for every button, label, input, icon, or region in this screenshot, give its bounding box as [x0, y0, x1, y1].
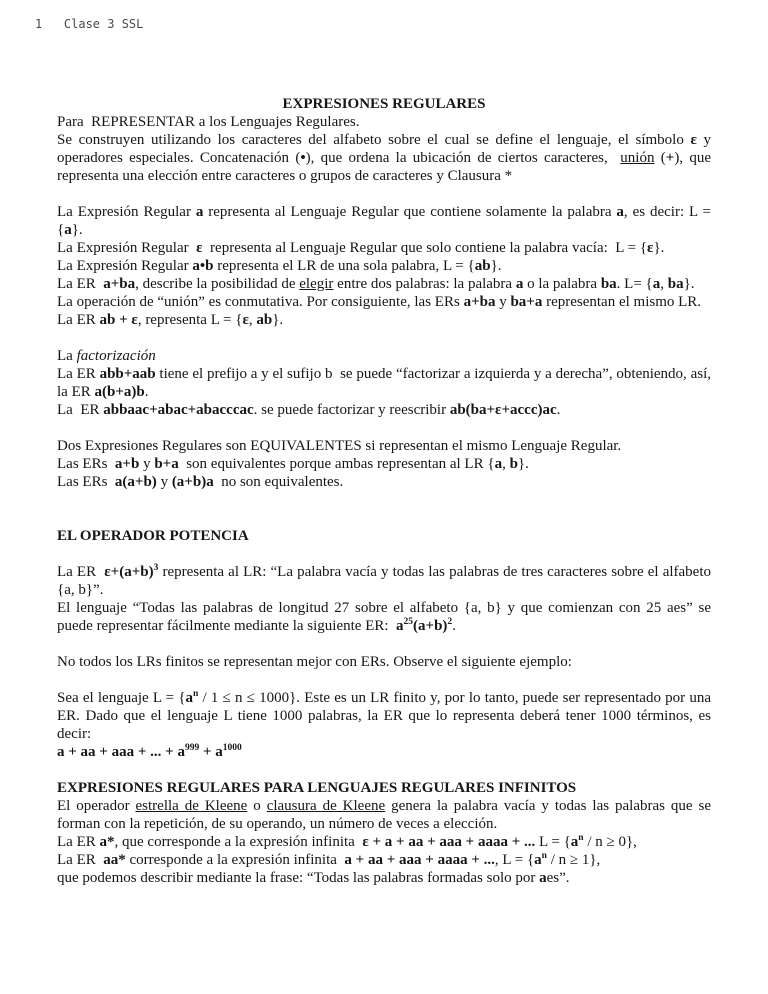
- text-run: y operadores especiales. Concatenación (: [57, 132, 712, 166]
- text-run: tiene el prefijo a y el sufijo b se puede “factorizar a izquierda y a derecha”, obteniendo, así, la ER: [57, 366, 711, 400]
- paragraph: [57, 653, 711, 671]
- text-run: o la palabra: [523, 276, 601, 292]
- text-run: a: [515, 276, 524, 292]
- text-run: No todos los LRs finitos se representan mejor con ERs. Observe el siguiente ejemplo:: [57, 654, 572, 670]
- text-run: representa al Lenguaje Regular que solo contiene la palabra vacía: L = {: [202, 240, 648, 256]
- text-run: 25: [403, 617, 414, 627]
- text-run: 2: [447, 617, 453, 627]
- text-run: a: [64, 222, 72, 238]
- paragraph: [57, 401, 711, 419]
- text-run: }.: [272, 312, 284, 328]
- text-run: representa el LR de una sola palabra, L = {: [213, 258, 475, 274]
- text-run: }.: [490, 258, 502, 274]
- text-run: ε: [196, 240, 203, 256]
- text-run: a: [494, 456, 503, 472]
- paragraph: [57, 563, 711, 599]
- text-run: }.: [71, 222, 83, 238]
- text-run: 3: [153, 563, 159, 573]
- text-run: (a+b)a: [171, 474, 214, 490]
- text-run: representa al Lenguaje Regular que contiene solamente la palabra: [203, 204, 617, 220]
- document-title: [57, 95, 711, 113]
- text-run: estrella de Kleene: [135, 798, 248, 814]
- text-run: .: [144, 384, 149, 400]
- paragraph: [57, 833, 711, 851]
- paragraph: [57, 239, 711, 257]
- text-run: representan el mismo LR.: [542, 294, 702, 310]
- text-run: Las ERs: [57, 456, 115, 472]
- text-run: Sea el lenguaje L = {: [57, 690, 186, 706]
- text-run: b+a: [154, 456, 179, 472]
- paragraph: [57, 113, 711, 131]
- text-run: b: [509, 456, 518, 472]
- text-run: unión: [620, 150, 655, 166]
- paragraph: [57, 851, 711, 869]
- text-run: Se construyen utilizando los caracteres del alfabeto sobre el cual se define el lenguaje, el símbolo: [57, 132, 691, 148]
- text-run: La Expresión Regular: [57, 258, 193, 274]
- paragraph: [57, 293, 711, 311]
- paragraph: [57, 437, 711, 455]
- text-run: representa al LR: “La palabra vacía y todas las palabras de tres caracteres sobre el alfabeto {a, b}”.: [57, 564, 711, 598]
- text-run: ba: [600, 276, 617, 292]
- text-run: corresponde a la expresión infinita: [125, 852, 345, 868]
- paragraph: [57, 797, 711, 833]
- text-run: •: [300, 150, 306, 166]
- text-run: n: [193, 689, 199, 699]
- text-run: ab: [474, 258, 491, 274]
- text-run: ), que ordena la ubicación de ciertos caracteres,: [305, 150, 621, 166]
- text-run: , representa L = {: [137, 312, 243, 328]
- text-run: son equivalentes porque ambas representan al LR {: [178, 456, 495, 472]
- text-run: a(b+a)b: [94, 384, 145, 400]
- text-run: ,: [502, 456, 510, 472]
- text-run: aa*: [103, 852, 126, 868]
- text-run: abbaac+abac+abacccac: [103, 402, 254, 418]
- text-run: . L= {: [616, 276, 653, 292]
- text-run: ba+a: [510, 294, 543, 310]
- text-run: ba: [667, 276, 684, 292]
- paragraph: [57, 203, 711, 239]
- text-run: entre dos palabras: la palabra: [333, 276, 516, 292]
- text-run: ε+(a+b): [104, 564, 154, 580]
- text-run: La: [57, 348, 77, 364]
- text-run: o: [247, 798, 267, 814]
- text-run: clausura de Kleene: [266, 798, 386, 814]
- text-run: a: [195, 204, 204, 220]
- section-heading-operador-potencia: [57, 527, 711, 545]
- text-run: a•b: [192, 258, 214, 274]
- text-run: a: [534, 852, 542, 868]
- text-run: La Expresión Regular: [57, 204, 196, 220]
- text-run: a(a+b): [114, 474, 157, 490]
- text-run: a+ba: [463, 294, 496, 310]
- text-run: / n ≥ 1},: [546, 852, 601, 868]
- text-run: abb+aab: [99, 366, 156, 382]
- text-run: , L = {: [494, 852, 535, 868]
- text-run: L = {: [535, 834, 571, 850]
- text-run: a: [539, 870, 547, 886]
- text-run: La ER: [57, 852, 104, 868]
- text-run: ab + ε: [99, 312, 138, 328]
- text-run: Dos Expresiones Regulares son EQUIVALENTES si representan el mismo Lenguaje Regular.: [57, 438, 622, 454]
- text-run: a*: [99, 834, 115, 850]
- text-run: no son equivalentes.: [213, 474, 344, 490]
- paragraph: [57, 365, 711, 401]
- text-run: EXPRESIONES REGULARES PARA LENGUAJES REGULARES INFINITOS: [57, 780, 577, 796]
- page-header-label: 1 Clase 3 SSL: [35, 17, 144, 31]
- text-run: a: [570, 834, 579, 850]
- text-run: .: [452, 618, 456, 634]
- text-run: ε: [647, 240, 654, 256]
- text-run: ,: [248, 312, 257, 328]
- text-run: . se puede factorizar y reescribir: [253, 402, 450, 418]
- document-body: [57, 95, 711, 887]
- text-run: 1000: [222, 743, 242, 753]
- text-run: }.: [517, 456, 529, 472]
- paragraph: [57, 689, 711, 743]
- paragraph: [57, 743, 711, 761]
- text-run: a: [185, 690, 194, 706]
- text-run: es”.: [546, 870, 570, 886]
- paragraph: [57, 347, 711, 365]
- text-run: El lenguaje “Todas las palabras de longitud 27 sobre el alfabeto {a, b} y que comienzan con 25 aes” se puede representar fácilmente mediante la siguiente ER:: [57, 600, 711, 634]
- text-run: factorización: [76, 348, 156, 364]
- text-run: +: [665, 150, 675, 166]
- text-run: La ER: [57, 834, 100, 850]
- paragraph: [57, 869, 711, 887]
- text-run: 999: [184, 743, 200, 753]
- text-run: ε: [690, 132, 697, 148]
- text-run: ab(ba+ε+accc)ac: [449, 402, 557, 418]
- text-run: y: [495, 294, 511, 310]
- text-run: n: [578, 833, 584, 843]
- text-run: + a: [199, 744, 223, 760]
- paragraph: [57, 599, 711, 635]
- text-run: a + aa + aaa + aaaa + ...: [344, 852, 495, 868]
- paragraph: [57, 311, 711, 329]
- text-run: / 1 ≤ n ≤ 1000}. Este es un LR finito y, por lo tanto, puede ser representado por una ER. Dado que el lenguaje L tiene 1000 palabras, la ER que lo representa deberá tener 1000 términos, es decir:: [57, 690, 711, 742]
- text-run: La ER: [57, 276, 104, 292]
- text-run: Las ERs: [57, 474, 115, 490]
- text-run: a+b: [114, 456, 140, 472]
- text-run: y: [156, 474, 172, 490]
- text-run: y: [139, 456, 155, 472]
- paragraph: [57, 455, 711, 473]
- text-run: n: [541, 851, 547, 861]
- text-run: EL OPERADOR POTENCIA: [57, 528, 249, 544]
- paragraph: [57, 275, 711, 293]
- text-run: , que corresponde a la expresión infinita: [114, 834, 363, 850]
- text-run: a + aa + aaa + ... + a: [57, 744, 185, 760]
- section-heading-er-infinitos: [57, 779, 711, 797]
- text-run: ε + a + aa + aaa + aaaa + ...: [362, 834, 536, 850]
- text-run: a+ba: [103, 276, 136, 292]
- text-run: que podemos describir mediante la frase: “Todas las palabras formadas solo por: [57, 870, 540, 886]
- text-run: El operador: [57, 798, 136, 814]
- text-run: / n ≥ 0},: [583, 834, 637, 850]
- text-run: (a+b): [413, 618, 448, 634]
- text-run: elegir: [299, 276, 334, 292]
- text-run: La ER: [57, 312, 100, 328]
- text-run: }.: [683, 276, 695, 292]
- text-run: La Expresión Regular: [57, 240, 197, 256]
- text-run: , describe la posibilidad de: [135, 276, 300, 292]
- text-run: ab: [256, 312, 273, 328]
- text-run: EXPRESIONES REGULARES: [282, 96, 486, 112]
- text-run: a: [616, 204, 624, 220]
- text-run: genera la palabra vacía y todas las palabras que se forman con la repetición, de su operando, un número de veces a elección.: [57, 798, 711, 832]
- paragraph: [57, 131, 711, 185]
- text-run: La ER: [57, 402, 104, 418]
- text-run: }.: [653, 240, 665, 256]
- text-run: .: [556, 402, 561, 418]
- text-run: , es decir: L = {: [57, 204, 712, 238]
- paragraph: [57, 257, 711, 275]
- text-run: ε: [242, 312, 249, 328]
- text-run: a: [396, 618, 404, 634]
- text-run: La operación de “unión” es conmutativa. Por consiguiente, las ERs: [57, 294, 464, 310]
- paragraph: [57, 473, 711, 491]
- text-run: a: [652, 276, 661, 292]
- text-run: ,: [660, 276, 668, 292]
- text-run: La ER: [57, 366, 100, 382]
- text-run: Para REPRESENTAR a los Lenguajes Regulares.: [57, 114, 360, 130]
- text-run: (: [654, 150, 666, 166]
- text-run: La ER: [57, 564, 105, 580]
- text-run: ), que representa una elección entre caracteres o grupos de caracteres y Clausura *: [57, 150, 711, 184]
